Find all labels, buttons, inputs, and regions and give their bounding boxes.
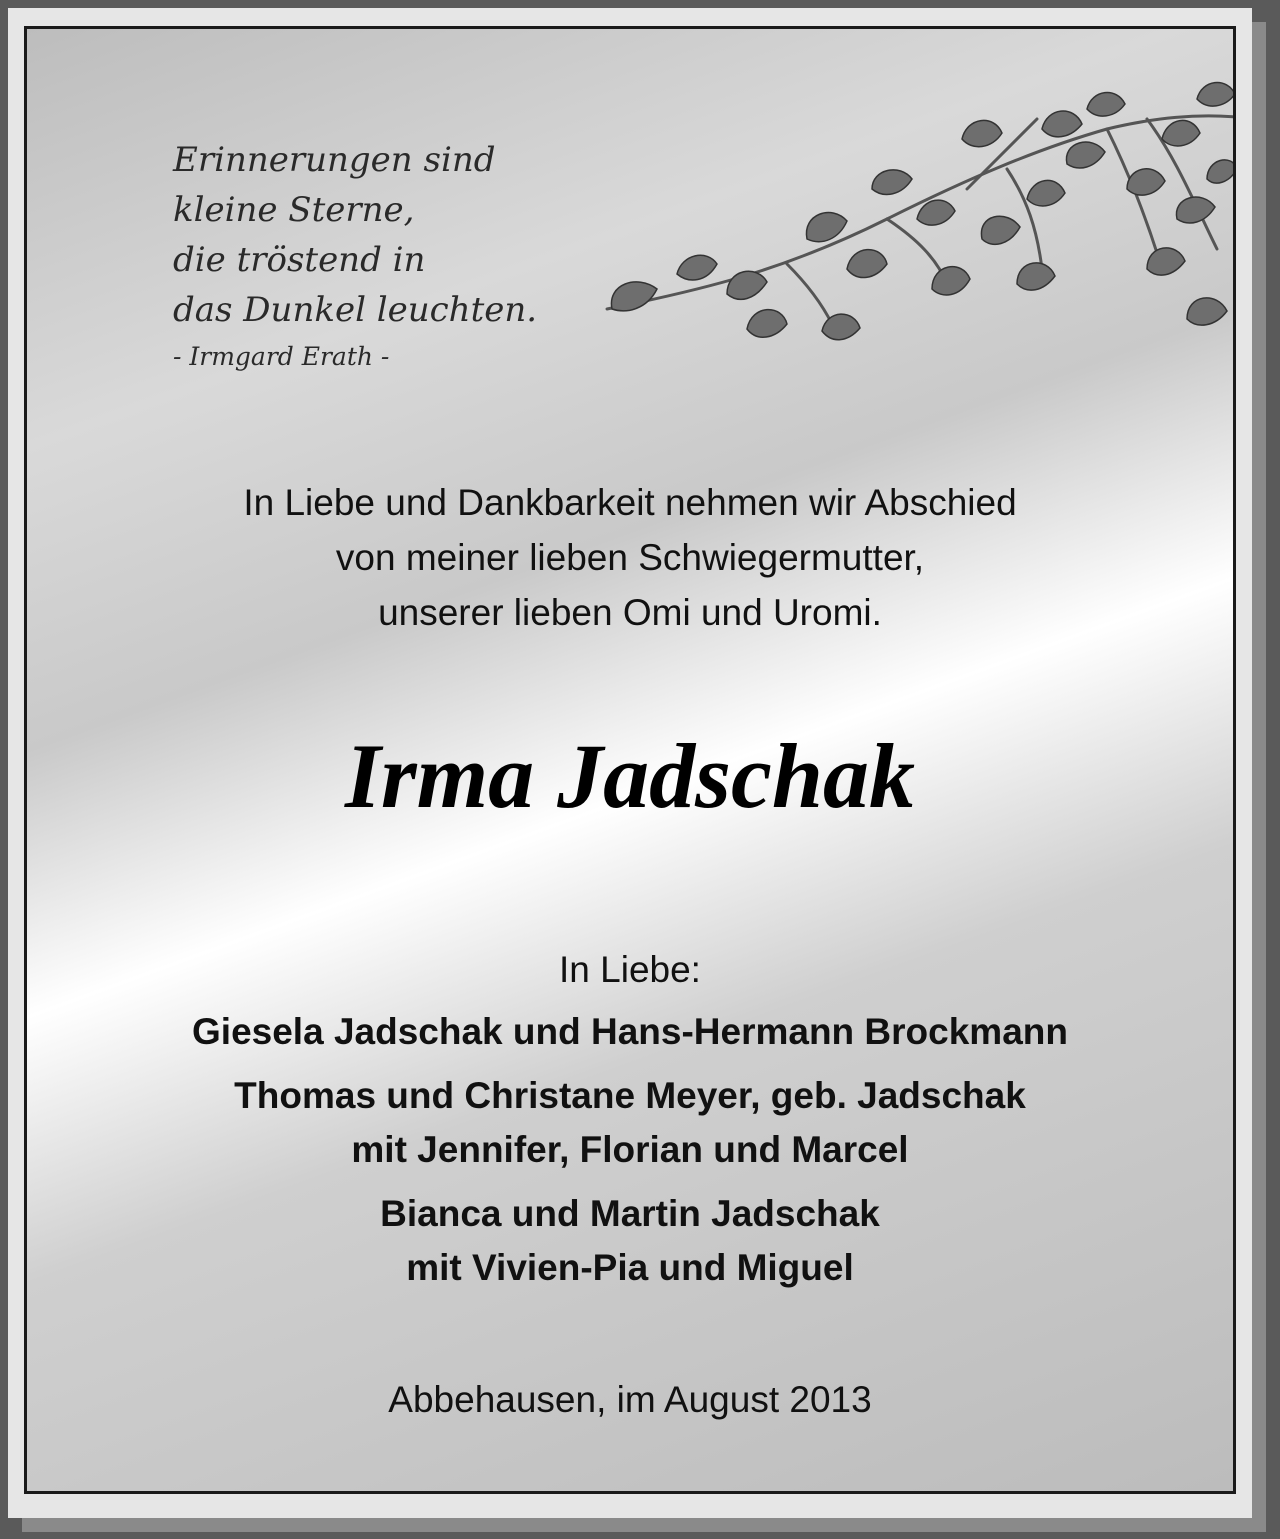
notice-card (8, 8, 1252, 1518)
signer-line: Bianca und Martin Jadschak (380, 1193, 880, 1234)
quote-line: die tröstend in (173, 240, 426, 280)
signature-heading: In Liebe: (559, 949, 701, 990)
intro-line: unserer lieben Omi und Uromi. (378, 592, 882, 633)
notice-frame (24, 26, 1236, 1494)
quote-line: Erinnerungen sind (173, 140, 496, 180)
intro-line: In Liebe und Dankbarkeit nehmen wir Abschied (243, 482, 1017, 523)
memorial-quote (173, 135, 537, 379)
place-date: Abbehausen, im August 2013 (388, 1379, 872, 1420)
signer-line: mit Vivien-Pia und Miguel (406, 1247, 854, 1288)
quote-line: kleine Sterne, (173, 190, 415, 230)
intro-text (27, 475, 1233, 640)
signer-group (27, 1069, 1233, 1177)
intro-line: von meiner lieben Schwiegermutter, (335, 537, 925, 578)
birch-branch-icon (587, 69, 1236, 379)
signer-line: Thomas und Christane Meyer, geb. Jadschak (234, 1075, 1026, 1116)
deceased-name: Irma Jadschak (345, 725, 915, 827)
signer-line: mit Jennifer, Florian und Marcel (351, 1129, 909, 1170)
quote-author: - Irmgard Erath - (173, 342, 390, 371)
quote-line: das Dunkel leuchten. (173, 290, 538, 330)
signers-list (27, 1005, 1233, 1305)
signer-group (27, 1005, 1233, 1059)
signer-group (27, 1187, 1233, 1295)
signer-line: Giesela Jadschak und Hans-Hermann Brockmann (192, 1011, 1068, 1052)
